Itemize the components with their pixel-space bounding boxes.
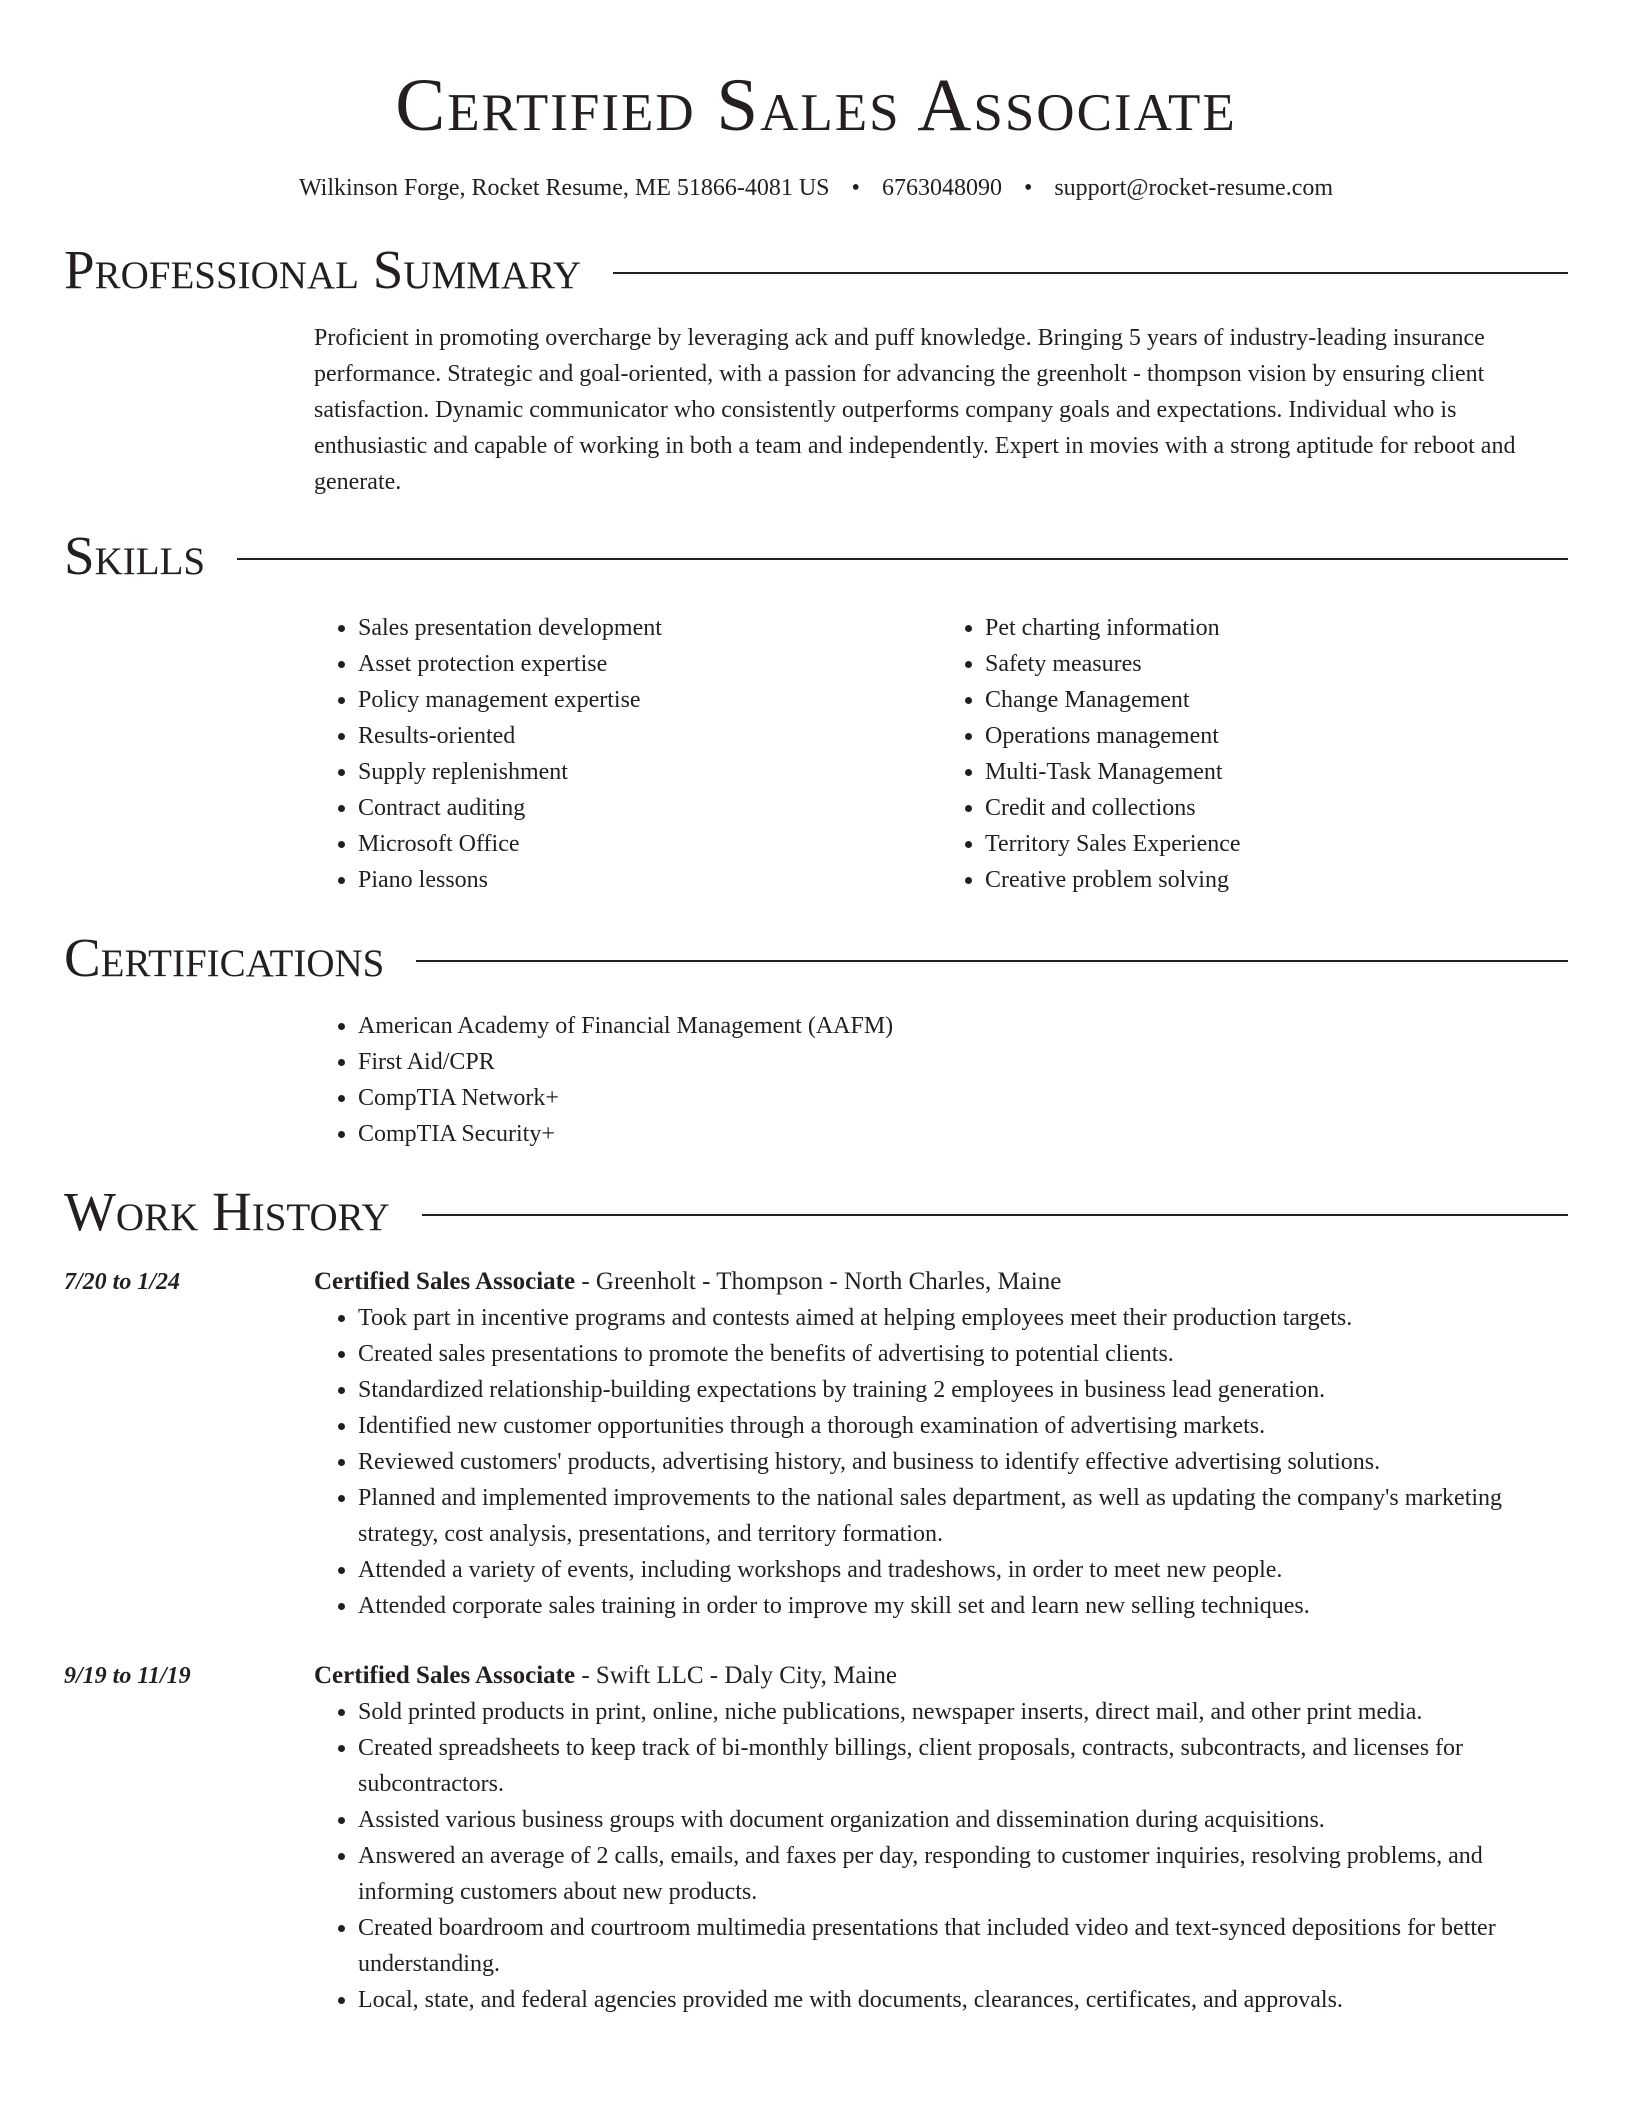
skills-list-left (314, 610, 941, 898)
skills-body (314, 610, 1568, 898)
job-bullet: • Created boardroom and courtroom multimedia presentations that included video and text-synced depositions for better understanding. (358, 1910, 1568, 1982)
job-title: Certified Sales Associate (314, 1662, 576, 1689)
job-bullet: • Sold printed products in print, online, niche publications, newspaper inserts, direct mail, and other print media. (358, 1694, 1568, 1730)
candidate-title: Certified Sales Associate (395, 64, 1237, 147)
job-dates: 7/20 to 1/24 (64, 1269, 181, 1295)
certifications-body (314, 1008, 1568, 1152)
skill-item: • Asset protection expertise (358, 646, 941, 682)
skill-item: • Policy management expertise (358, 682, 941, 718)
skill-item: • Creative problem solving (985, 862, 1568, 898)
section-divider (237, 558, 1568, 560)
skills-heading: Skills (64, 525, 206, 586)
job-bullet: • Local, state, and federal agencies provided me with documents, clearances, certificates, and approvals. (358, 1982, 1568, 2018)
job-bullet: • Answered an average of 2 calls, emails, and faxes per day, responding to customer inquiries, resolving problems, and informing customers about new products. (358, 1838, 1568, 1910)
resume-header (64, 0, 1568, 204)
job-entry (64, 1658, 1568, 2018)
skills-grid (314, 610, 1568, 898)
certifications-section-heading (64, 928, 1568, 988)
contact-email: support@rocket-resume.com (1054, 175, 1334, 201)
skill-item: • Operations management (985, 718, 1568, 754)
job-company: - Swift LLC - Daly City, Maine (575, 1662, 898, 1689)
job-title-line (314, 1264, 1568, 1300)
skill-item: • Results-oriented (358, 718, 941, 754)
skill-item: • Contract auditing (358, 790, 941, 826)
job-bullet: • Assisted various business groups with document organization and dissemination during acquisitions. (358, 1802, 1568, 1838)
summary-section-heading (64, 240, 1568, 300)
job-bullet: • Identified new customer opportunities through a thorough examination of advertising markets. (358, 1408, 1568, 1444)
job-details (314, 1264, 1568, 1624)
skill-item: • Pet charting information (985, 610, 1568, 646)
job-bullet: • Planned and implemented improvements to the national sales department, as well as updating the company's marketing strategy, cost analysis, presentations, and territory formation. (358, 1480, 1568, 1552)
certification-item: • CompTIA Security+ (358, 1116, 1568, 1152)
skill-item: • Multi-Task Management (985, 754, 1568, 790)
job-bullet: • Took part in incentive programs and contests aimed at helping employees meet their production targets. (358, 1300, 1568, 1336)
skill-item: • Territory Sales Experience (985, 826, 1568, 862)
job-bullet: • Reviewed customers' products, advertising history, and business to identify effective advertising solutions. (358, 1444, 1568, 1480)
skills-section-heading (64, 526, 1568, 586)
certification-item: • American Academy of Financial Management (AAFM) (358, 1008, 1568, 1044)
job-details (314, 1658, 1568, 2018)
summary-text: Proficient in promoting overcharge by leveraging ack and puff knowledge. Bringing 5 years of industry-leading insurance performance. Strategic and goal-oriented, with a passion for advancing the greenholt - thompson vision by ensuring client satisfaction. Dynamic communicator who consistently outperforms company goals and expectations. Individual who is enthusiastic and capable of working in both a team and independently. Expert in movies with a strong aptitude for reboot and generate. (314, 325, 1516, 495)
certifications-heading: Certifications (64, 927, 385, 988)
job-bullet: • Created spreadsheets to keep track of bi-monthly billings, client proposals, contracts, subcontracts, and licenses for subcontractors. (358, 1730, 1568, 1802)
skill-item: • Safety measures (985, 646, 1568, 682)
section-divider (613, 272, 1568, 274)
certification-item: • CompTIA Network+ (358, 1080, 1568, 1116)
skills-list-right (941, 610, 1568, 898)
job-bullets (314, 1300, 1568, 1624)
certifications-list (314, 1008, 1568, 1152)
section-divider (416, 960, 1568, 962)
summary-heading: Professional Summary (64, 239, 582, 300)
contact-separator: • (1023, 175, 1033, 201)
skill-item: • Piano lessons (358, 862, 941, 898)
contact-line (64, 172, 1568, 204)
job-entry (64, 1264, 1568, 1624)
skill-item: • Change Management (985, 682, 1568, 718)
skill-item: • Sales presentation development (358, 610, 941, 646)
job-title: Certified Sales Associate (314, 1268, 576, 1295)
job-bullets (314, 1694, 1568, 2018)
job-title-line (314, 1658, 1568, 1694)
work-section-heading (64, 1182, 1568, 1242)
skill-item: • Microsoft Office (358, 826, 941, 862)
work-history-list (64, 1264, 1568, 2018)
summary-body (314, 320, 1568, 500)
contact-phone: 6763048090 (881, 175, 1002, 201)
work-heading: Work History (64, 1181, 390, 1242)
job-bullet: • Created sales presentations to promote the benefits of advertising to potential clients. (358, 1336, 1568, 1372)
job-bullet: • Attended a variety of events, including workshops and tradeshows, in order to meet new people. (358, 1552, 1568, 1588)
skill-item: • Supply replenishment (358, 754, 941, 790)
section-divider (422, 1214, 1568, 1216)
job-bullet: • Attended corporate sales training in order to improve my skill set and learn new selling techniques. (358, 1588, 1568, 1624)
job-dates: 9/19 to 11/19 (64, 1663, 191, 1689)
contact-address: Wilkinson Forge, Rocket Resume, ME 51866-4081 US (298, 175, 830, 201)
certification-item: • First Aid/CPR (358, 1044, 1568, 1080)
job-company: - Greenholt - Thompson - North Charles, Maine (575, 1268, 1062, 1295)
skill-item: • Credit and collections (985, 790, 1568, 826)
job-bullet: • Standardized relationship-building expectations by training 2 employees in business lead generation. (358, 1372, 1568, 1408)
contact-separator: • (851, 175, 860, 201)
